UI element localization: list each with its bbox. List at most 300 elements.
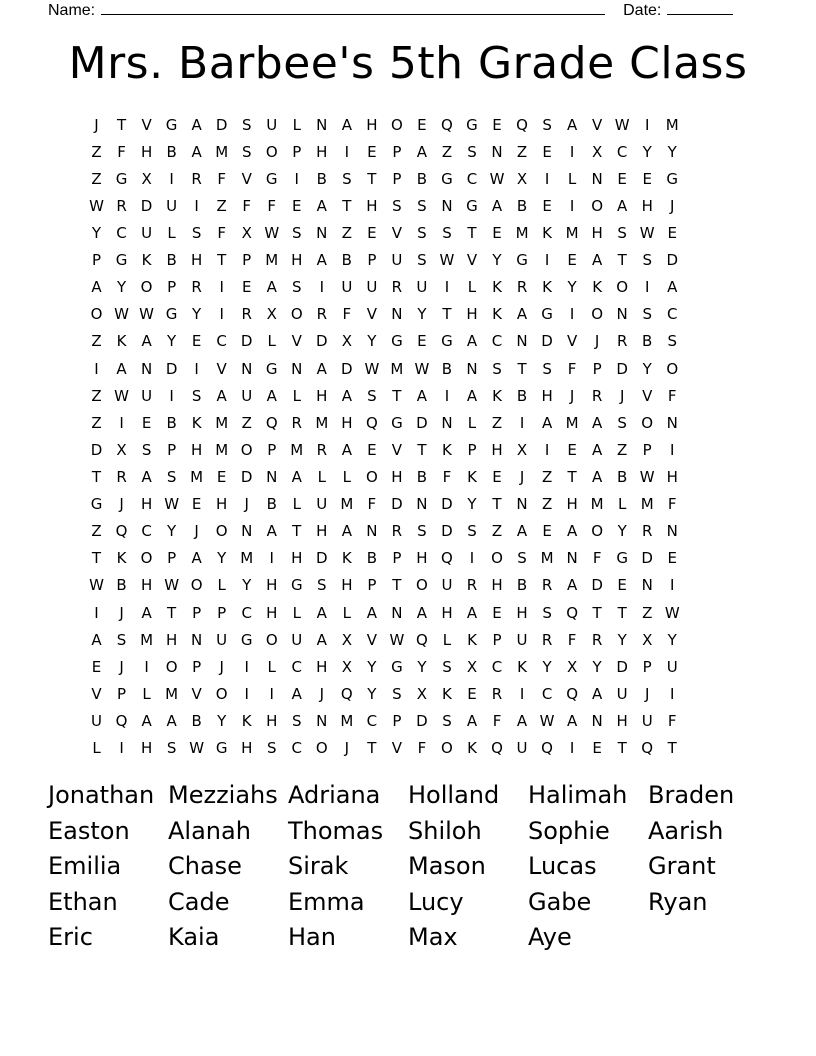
grid-letter: R <box>291 413 302 432</box>
grid-letter: B <box>191 711 202 730</box>
grid-letter: G <box>265 169 278 188</box>
grid-letter: N <box>441 413 453 432</box>
grid-row <box>84 219 735 246</box>
grid-letter: U <box>516 630 528 649</box>
grid-letter: R <box>316 305 328 324</box>
grid-letter: U <box>341 278 353 297</box>
grid-letter: S <box>417 223 427 242</box>
grid-letter: Z <box>241 413 252 432</box>
grid-letter: P <box>467 440 477 459</box>
grid-letter: J <box>119 657 124 676</box>
grid-letter: I <box>670 440 675 459</box>
grid-letter: O <box>416 576 428 595</box>
word-bank-item: Emma <box>288 887 365 916</box>
grid-letter: D <box>316 332 328 351</box>
grid-letter: Y <box>642 359 652 378</box>
grid-letter: I <box>569 305 575 324</box>
grid-letter: U <box>141 223 153 242</box>
grid-letter: A <box>491 196 503 215</box>
grid-letter: S <box>166 467 177 486</box>
grid-letter: O <box>591 196 604 215</box>
grid-letter: S <box>617 413 627 432</box>
grid-letter: E <box>216 467 227 486</box>
grid-letter: H <box>491 576 503 595</box>
grid-letter: H <box>316 657 328 676</box>
grid-letter: M <box>290 440 304 459</box>
grid-letter: H <box>140 142 153 161</box>
grid-letter: Q <box>441 115 453 134</box>
grid-letter: A <box>466 386 478 405</box>
grid-letter: C <box>616 142 628 161</box>
grid-row <box>84 355 735 382</box>
grid-letter: O <box>365 467 378 486</box>
grid-letter: S <box>116 630 127 649</box>
grid-letter: X <box>416 684 428 703</box>
grid-letter: S <box>292 711 302 730</box>
grid-letter: T <box>116 115 127 134</box>
grid-letter: H <box>491 440 503 459</box>
grid-letter: O <box>390 115 403 134</box>
grid-letter: I <box>469 549 475 568</box>
grid-letter: V <box>91 684 102 703</box>
grid-letter: J <box>319 684 325 703</box>
grid-letter: W <box>189 739 205 758</box>
grid-letter: I <box>169 386 174 405</box>
grid-letter: M <box>540 549 554 568</box>
grid-letter: W <box>89 196 104 215</box>
grid-letter: M <box>315 413 329 432</box>
grid-letter: A <box>141 332 152 351</box>
grid-letter: X <box>516 169 528 188</box>
grid-letter: Q <box>566 684 579 703</box>
grid-letter: D <box>90 440 103 459</box>
grid-letter: D <box>416 711 428 730</box>
grid-letter: E <box>642 169 652 188</box>
grid-letter: P <box>167 278 177 297</box>
grid-letter: E <box>141 413 152 432</box>
grid-letter: G <box>115 251 128 270</box>
grid-letter: B <box>316 169 327 188</box>
grid-letter: Y <box>217 711 227 730</box>
word-bank-item: Eric <box>48 923 93 951</box>
grid-letter: W <box>164 495 180 514</box>
grid-letter: K <box>191 413 202 432</box>
grid-letter: F <box>417 739 427 758</box>
grid-letter: A <box>316 603 327 622</box>
grid-letter: T <box>617 251 627 270</box>
letter-grid <box>84 111 735 762</box>
grid-letter: A <box>516 711 528 730</box>
grid-letter: A <box>566 711 578 730</box>
grid-letter: R <box>116 467 127 486</box>
grid-letter: U <box>666 657 678 676</box>
grid-letter: P <box>167 440 177 459</box>
grid-letter: S <box>166 739 177 758</box>
grid-letter: O <box>441 739 453 758</box>
grid-letter: U <box>391 251 403 270</box>
grid-letter: W <box>489 169 505 188</box>
grid-letter: Y <box>542 657 552 676</box>
grid-letter: I <box>344 142 350 161</box>
grid-row <box>84 680 735 707</box>
grid-letter: O <box>90 305 103 324</box>
grid-letter: J <box>569 386 575 405</box>
grid-letter: K <box>467 630 477 649</box>
grid-letter: Z <box>91 142 102 161</box>
grid-letter: F <box>217 169 226 188</box>
grid-letter: A <box>91 278 102 297</box>
grid-letter: H <box>641 196 653 215</box>
grid-letter: M <box>565 223 579 242</box>
date-field[interactable] <box>667 0 733 15</box>
grid-letter: D <box>666 251 679 270</box>
grid-letter: A <box>341 522 352 541</box>
grid-letter: C <box>141 522 152 541</box>
grid-letter: R <box>191 169 202 188</box>
grid-letter: P <box>642 440 652 459</box>
grid-letter: Q <box>516 115 528 134</box>
grid-letter: J <box>619 386 625 405</box>
grid-row <box>84 247 735 274</box>
grid-letter: D <box>240 467 253 486</box>
grid-letter: H <box>666 467 678 486</box>
grid-letter: T <box>392 576 402 595</box>
grid-letter: L <box>292 495 301 514</box>
grid-letter: I <box>644 278 650 297</box>
grid-row <box>84 301 735 328</box>
grid-letter: I <box>519 684 525 703</box>
grid-letter: H <box>416 549 428 568</box>
grid-letter: W <box>364 359 380 378</box>
grid-row <box>84 545 735 572</box>
grid-letter: N <box>391 305 403 324</box>
grid-letter: H <box>441 603 453 622</box>
grid-letter: F <box>117 142 126 161</box>
grid-letter: U <box>516 739 528 758</box>
grid-letter: P <box>492 630 502 649</box>
grid-letter: J <box>644 684 650 703</box>
word-bank-item: Cade <box>168 887 230 916</box>
grid-letter: G <box>516 251 528 270</box>
grid-letter: Z <box>216 196 227 215</box>
grid-letter: K <box>492 278 502 297</box>
grid-letter: X <box>516 440 528 459</box>
grid-letter: N <box>191 630 203 649</box>
grid-letter: V <box>391 223 403 242</box>
word-bank <box>48 778 768 956</box>
grid-letter: L <box>292 603 301 622</box>
grid-letter: W <box>164 576 180 595</box>
grid-letter: R <box>466 576 478 595</box>
grid-letter: M <box>565 413 579 432</box>
grid-letter: O <box>190 576 203 595</box>
grid-letter: E <box>667 549 677 568</box>
grid-letter: D <box>416 413 428 432</box>
grid-letter: Z <box>91 386 102 405</box>
grid-letter: L <box>567 169 577 188</box>
grid-row <box>84 707 735 734</box>
grid-letter: A <box>141 711 152 730</box>
grid-letter: A <box>592 413 603 432</box>
grid-letter: X <box>266 305 277 324</box>
grid-letter: H <box>316 522 328 541</box>
word-bank-item: Ethan <box>48 887 118 916</box>
grid-letter: U <box>216 630 228 649</box>
grid-letter: A <box>592 684 603 703</box>
grid-letter: P <box>217 603 227 622</box>
grid-letter: O <box>140 549 153 568</box>
grid-letter: T <box>167 603 177 622</box>
grid-letter: F <box>667 495 677 514</box>
grid-letter: I <box>219 278 224 297</box>
grid-letter: G <box>115 169 128 188</box>
header-line <box>48 0 733 18</box>
grid-letter: A <box>266 278 277 297</box>
grid-letter: B <box>341 251 352 270</box>
grid-letter: W <box>614 115 630 134</box>
grid-letter: G <box>265 359 278 378</box>
grid-letter: A <box>141 603 152 622</box>
grid-letter: Z <box>91 332 102 351</box>
grid-letter: Z <box>516 142 528 161</box>
grid-letter: Z <box>541 467 553 486</box>
grid-row <box>84 626 735 653</box>
grid-letter: A <box>416 386 428 405</box>
grid-row <box>84 111 735 138</box>
grid-letter: V <box>141 115 152 134</box>
grid-letter: A <box>266 522 277 541</box>
grid-letter: W <box>114 386 129 405</box>
grid-letter: O <box>165 657 178 676</box>
grid-letter: Y <box>217 549 227 568</box>
word-bank-item: Holland <box>408 781 500 809</box>
grid-letter: J <box>219 657 224 676</box>
grid-letter: Y <box>116 278 127 297</box>
grid-letter: G <box>391 413 403 432</box>
grid-letter: F <box>492 711 502 730</box>
grid-letter: Y <box>367 657 377 676</box>
grid-row <box>84 572 735 599</box>
grid-letter: H <box>316 386 328 405</box>
grid-letter: S <box>417 196 427 215</box>
grid-letter: I <box>169 169 174 188</box>
grid-letter: N <box>591 711 603 730</box>
grid-letter: K <box>492 305 502 324</box>
word-bank-item: Sophie <box>528 816 610 845</box>
grid-letter: O <box>290 305 303 324</box>
word-bank-item: Ryan <box>648 887 708 916</box>
grid-letter: Q <box>340 684 353 703</box>
grid-letter: B <box>366 549 377 568</box>
grid-letter: F <box>367 495 377 514</box>
grid-letter: S <box>467 142 477 161</box>
grid-letter: L <box>342 467 351 486</box>
grid-letter: W <box>664 603 680 622</box>
grid-letter: V <box>391 739 403 758</box>
grid-letter: O <box>240 440 253 459</box>
grid-letter: F <box>342 305 352 324</box>
grid-letter: B <box>441 359 453 378</box>
grid-letter: J <box>344 739 350 758</box>
grid-letter: A <box>116 359 127 378</box>
grid-letter: M <box>165 684 179 703</box>
grid-letter: S <box>367 386 377 405</box>
grid-letter: N <box>416 495 428 514</box>
grid-letter: S <box>417 522 427 541</box>
grid-letter: O <box>666 359 679 378</box>
grid-letter: Z <box>441 142 453 161</box>
grid-letter: V <box>291 332 302 351</box>
grid-letter: E <box>567 440 577 459</box>
grid-letter: H <box>466 305 478 324</box>
grid-letter: T <box>217 251 227 270</box>
grid-letter: H <box>140 495 153 514</box>
grid-letter: N <box>516 332 528 351</box>
grid-letter: H <box>191 251 203 270</box>
grid-letter: M <box>140 630 154 649</box>
grid-letter: E <box>667 223 677 242</box>
grid-letter: U <box>241 386 253 405</box>
grid-letter: G <box>666 169 679 188</box>
grid-letter: R <box>616 332 628 351</box>
grid-letter: A <box>541 413 553 432</box>
grid-letter: S <box>342 169 352 188</box>
grid-row <box>84 328 735 355</box>
grid-letter: Q <box>541 739 553 758</box>
grid-letter: S <box>292 223 302 242</box>
grid-letter: H <box>366 115 378 134</box>
grid-letter: X <box>341 630 352 649</box>
grid-row <box>84 165 735 192</box>
grid-letter: S <box>392 196 402 215</box>
name-field[interactable] <box>101 0 605 15</box>
grid-letter: Y <box>367 684 377 703</box>
grid-letter: X <box>116 440 127 459</box>
grid-letter: E <box>617 169 627 188</box>
grid-letter: E <box>292 196 302 215</box>
grid-letter: J <box>670 196 675 215</box>
grid-letter: S <box>542 115 552 134</box>
grid-letter: P <box>367 576 377 595</box>
grid-letter: F <box>217 223 226 242</box>
grid-letter: C <box>216 332 227 351</box>
grid-letter: A <box>91 630 102 649</box>
grid-letter: T <box>617 603 627 622</box>
grid-letter: D <box>391 495 403 514</box>
grid-letter: U <box>441 576 453 595</box>
grid-letter: H <box>566 495 578 514</box>
grid-letter: Q <box>115 711 128 730</box>
grid-letter: O <box>265 142 278 161</box>
grid-letter: E <box>492 603 502 622</box>
grid-letter: P <box>292 142 302 161</box>
grid-letter: A <box>592 440 603 459</box>
grid-letter: P <box>192 603 202 622</box>
grid-letter: N <box>641 576 653 595</box>
grid-letter: Y <box>417 657 427 676</box>
word-bank-item: Adriana <box>288 781 381 809</box>
grid-letter: L <box>617 495 627 514</box>
grid-letter: C <box>666 305 678 324</box>
grid-letter: O <box>265 630 278 649</box>
grid-letter: S <box>241 115 252 134</box>
grid-letter: Q <box>441 549 453 568</box>
grid-letter: Q <box>416 630 428 649</box>
grid-letter: K <box>241 711 252 730</box>
grid-letter: U <box>366 278 378 297</box>
grid-letter: S <box>442 223 452 242</box>
grid-letter: N <box>241 522 253 541</box>
grid-letter: L <box>267 657 276 676</box>
grid-letter: N <box>140 359 153 378</box>
grid-letter: Y <box>617 522 627 541</box>
grid-letter: T <box>342 196 352 215</box>
grid-letter: G <box>240 630 253 649</box>
grid-letter: S <box>141 440 152 459</box>
grid-letter: C <box>116 223 127 242</box>
grid-letter: E <box>417 332 427 351</box>
grid-letter: B <box>516 196 528 215</box>
grid-letter: O <box>591 522 604 541</box>
grid-letter: W <box>639 467 655 486</box>
grid-letter: D <box>441 522 453 541</box>
grid-letter: P <box>242 251 252 270</box>
grid-letter: C <box>241 603 252 622</box>
grid-letter: R <box>641 522 653 541</box>
grid-letter: I <box>444 386 450 405</box>
grid-letter: H <box>216 495 228 514</box>
grid-letter: B <box>416 467 428 486</box>
grid-letter: H <box>266 711 278 730</box>
grid-letter: F <box>567 359 577 378</box>
grid-letter: R <box>191 278 202 297</box>
grid-letter: O <box>591 305 604 324</box>
grid-letter: B <box>617 467 628 486</box>
grid-letter: E <box>492 467 502 486</box>
grid-letter: P <box>642 657 652 676</box>
grid-letter: M <box>215 142 229 161</box>
grid-letter: H <box>366 196 378 215</box>
grid-letter: H <box>191 440 203 459</box>
grid-letter: O <box>215 684 228 703</box>
grid-letter: A <box>291 684 302 703</box>
grid-letter: I <box>519 413 525 432</box>
grid-row <box>84 192 735 219</box>
grid-letter: Z <box>91 169 102 188</box>
grid-letter: A <box>266 386 277 405</box>
grid-letter: R <box>391 278 403 297</box>
grid-letter: N <box>316 223 328 242</box>
grid-letter: A <box>466 603 478 622</box>
grid-letter: T <box>367 169 377 188</box>
grid-letter: H <box>541 386 553 405</box>
grid-letter: Q <box>491 739 503 758</box>
grid-letter: Q <box>265 413 278 432</box>
grid-letter: N <box>516 495 528 514</box>
grid-letter: D <box>541 332 553 351</box>
grid-letter: A <box>316 196 327 215</box>
grid-letter: A <box>667 278 678 297</box>
grid-letter: M <box>215 413 229 432</box>
grid-letter: R <box>516 278 528 297</box>
grid-letter: Z <box>491 522 503 541</box>
grid-letter: S <box>292 278 302 297</box>
grid-letter: M <box>340 495 354 514</box>
grid-letter: M <box>265 251 279 270</box>
grid-letter: A <box>592 251 603 270</box>
grid-letter: V <box>366 305 377 324</box>
word-bank-item: Kaia <box>168 923 220 951</box>
